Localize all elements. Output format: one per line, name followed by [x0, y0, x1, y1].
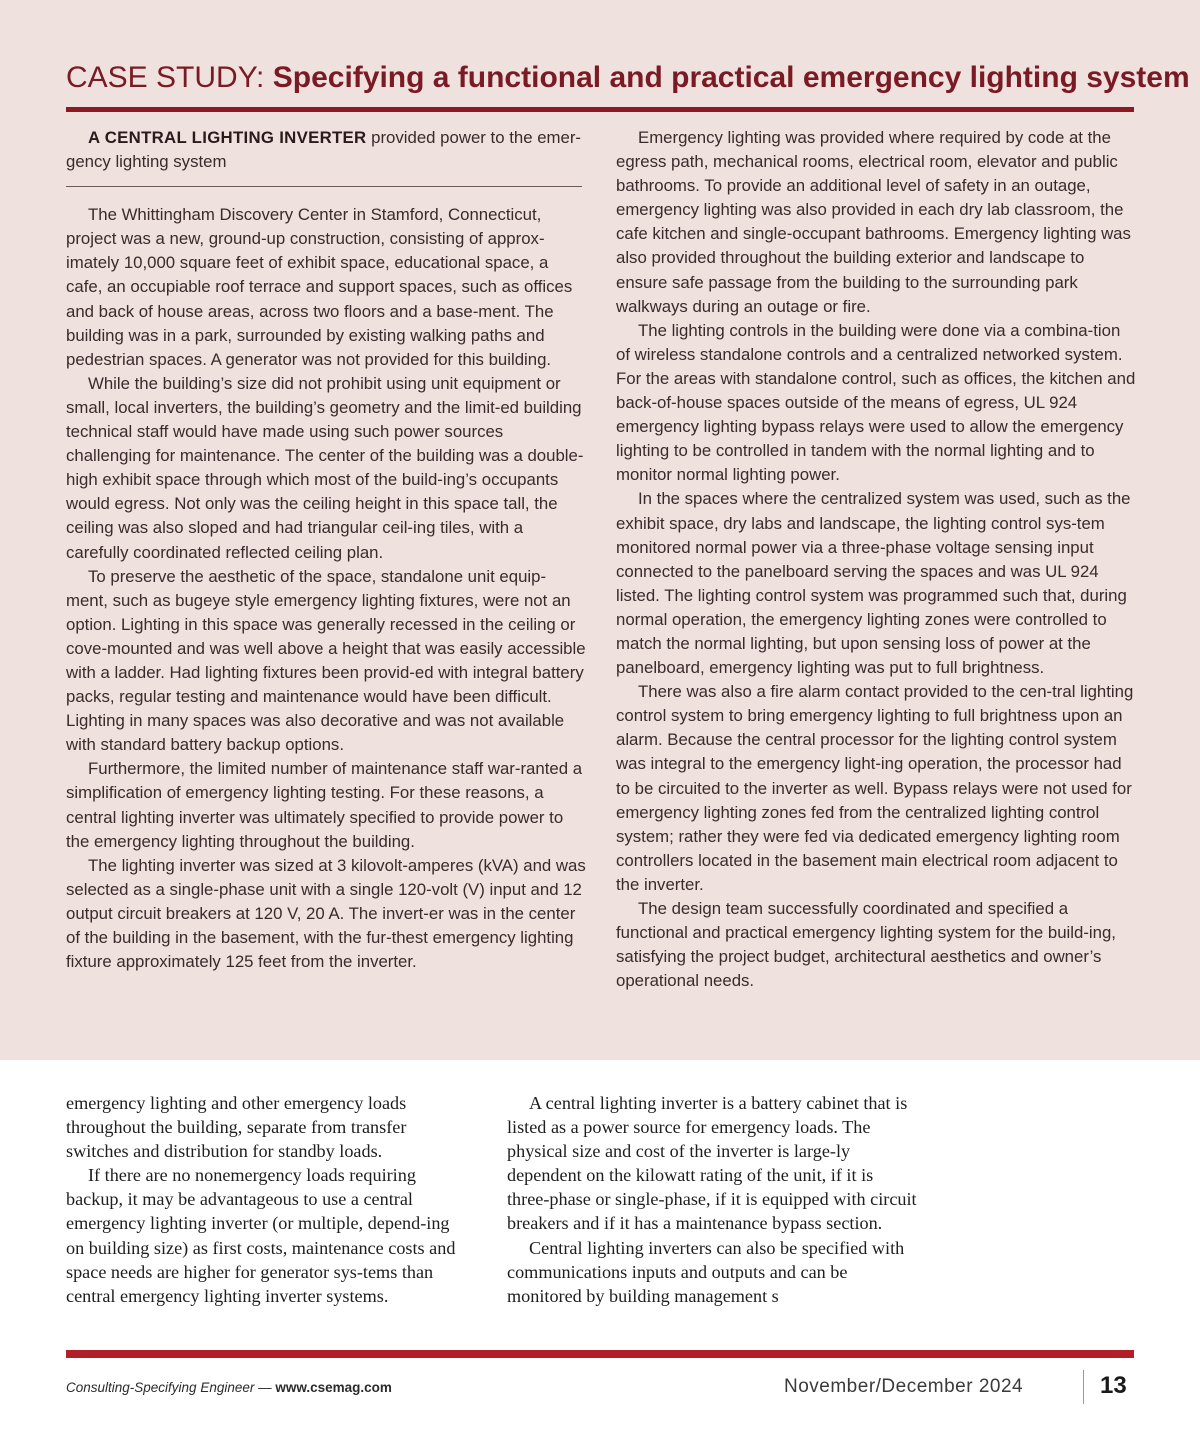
paragraph: emergency lighting and other emergency loads throughout the building, separate from transfer switches and distribution for standby loads.	[66, 1093, 407, 1162]
paragraph: If there are no nonemergency loads requiring backup, it may be advantageous to use a central emergency lighting inverter (or multiple, depend-ing on building size) as first costs, maintenance costs and space needs are higher for generator sys-tems than central emergency lighting inverter systems.	[66, 1165, 456, 1306]
title-rule	[66, 107, 1134, 112]
paragraph: The lighting inverter was sized at 3 kilovolt-amperes (kVA) and was selected as a single-phase unit with a single 120-volt (V) input and 12 output circuit breakers at 120 V, 20 A. The invert-er was in the center of the building in the basement, with the fur-thest emergency lighting fixture approximately 125 feet from the inverter.	[66, 855, 586, 972]
footer-rule	[66, 1350, 1134, 1358]
paragraph: In the spaces where the centralized system was used, such as the exhibit space, dry labs and landscape, the lighting control sys-tem monitored normal power via a three-phase voltage sensing input connected to the panelboard serving the spaces and was UL 924 listed. The lighting control system was programmed such that, during normal operation, the emergency lighting zones were controlled to match the normal lighting, but upon sensing loss of power at the panelboard, emergency lighting was put to full brightness.	[616, 489, 1131, 678]
paragraph: The design team successfully coordinated and specified a functional and practical emergency lighting system for the build-ing, satisfying the project budget, architectural aesthetics and owner’s operational needs.	[616, 899, 1116, 991]
credit-separator: —	[254, 1380, 276, 1395]
paragraph: The lighting controls in the building were done via a combina-tion of wireless standalone controls and a centralized networked system. For the areas with standalone control, such as offices, the kitchen and back-of-house spaces outside of the means of egress, UL 924 emergency lighting bypass relays were used to allow the emergency lighting to be controlled in tandem with the normal lighting and to monitor normal lighting power.	[616, 320, 1136, 485]
paragraph: Emergency lighting was provided where required by code at the egress path, mechanical rooms, electrical room, elevator and public bathrooms. To provide an additional level of safety in an outage, emergency lighting was also provided in each dry lab classroom, the cafe kitchen and single-occupant bathrooms. Emergency lighting was also provided throughout the building exterior and landscape to ensure safe passage from the building to the surrounding park walkways during an outage or fire.	[616, 128, 1131, 316]
paragraph: To preserve the aesthetic of the space, standalone unit equip-ment, such as bugeye style emergency lighting fixtures, were not an option. Lighting in this space was generally recessed in the ceiling or cove-mounted and was well above a height that was easily accessible with a ladder. Had lighting fixtures been provid-ed with integral battery packs, regular testing and maintenance would have been difficult. Lighting in many spaces was also decorative and was not available with standard battery backup options.	[66, 566, 586, 755]
photo-caption	[66, 126, 586, 174]
case-study-label: CASE STUDY:	[66, 61, 265, 94]
paragraph: While the building’s size did not prohibit using unit equipment or small, local inverters, the building’s geometry and the limit-ed building technical staff would have made using such power sources challenging for maintenance. The center of the building was a double-high exhibit space through which most of the build-ing’s occupants would egress. Not only was the ceiling height in this space tall, the ceiling was also sloped and had triangular ceil-ing tiles, with a carefully coordinated reflected ceiling plan.	[66, 373, 584, 562]
footer-divider	[1083, 1370, 1084, 1404]
publication-credit	[66, 1380, 392, 1396]
page-number: 13	[1100, 1372, 1127, 1399]
paragraph: There was also a fire alarm contact provided to the cen-tral lighting control system to bring emergency lighting to full brightness upon an alarm. Because the central processor for the lighting control system was integral to the emergency light-ing operation, the processor had to be circuited to the inverter as well. Bypass relays were not used for emergency lighting zones fed from the centralized lighting control system; rather they were fed via dedicated emergency lighting room controllers located in the basement main electrical room adjacent to the inverter.	[616, 682, 1134, 894]
paragraph: The Whittingham Discovery Center in Stamford, Connecticut, project was a new, ground-up construction, consisting of approx-imately 10,000 square feet of exhibit space, educational space, a cafe, an occupiable roof terrace and support spaces, such as offices and back of house areas, across two floors and a base-ment. The building was in a park, surrounded by existing walking paths and pedestrian spaces. A generator was not provided for this building.	[66, 205, 573, 369]
article-left-column	[66, 1091, 466, 1308]
case-study-headline: Specifying a functional and practical emergency lighting system	[272, 61, 1190, 94]
paragraph: A central lighting inverter is a battery cabinet that is listed as a power source for emergency loads. The physical size and cost of the inverter is large-ly dependent on the kilowatt rating of the unit, if it is three-phase or single-phase, if it is equipped with circuit breakers and if it has a maintenance bypass section.	[507, 1093, 917, 1234]
sidebar-right-column	[616, 126, 1136, 993]
paragraph: Central lighting inverters can also be specified with communications inputs and outputs and can be monitored by building management s	[507, 1237, 905, 1306]
sidebar-left-column	[66, 126, 586, 974]
case-study-title	[66, 58, 1190, 98]
caption-rule	[66, 186, 582, 187]
article-right-column	[507, 1091, 917, 1308]
issue-date: November/December 2024	[784, 1376, 1024, 1397]
publication-url[interactable]: www.csemag.com	[275, 1380, 392, 1395]
caption-text: provided power to the emer-gency lighting system	[66, 128, 582, 172]
caption-lead: A CENTRAL LIGHTING INVERTER	[88, 128, 367, 147]
publication-name: Consulting-Specifying Engineer	[66, 1380, 255, 1395]
paragraph: Furthermore, the limited number of maintenance staff war-ranted a simplification of emergency lighting testing. For these reasons, a central lighting inverter was ultimately specified to provide power to the emergency lighting throughout the building.	[66, 759, 583, 851]
